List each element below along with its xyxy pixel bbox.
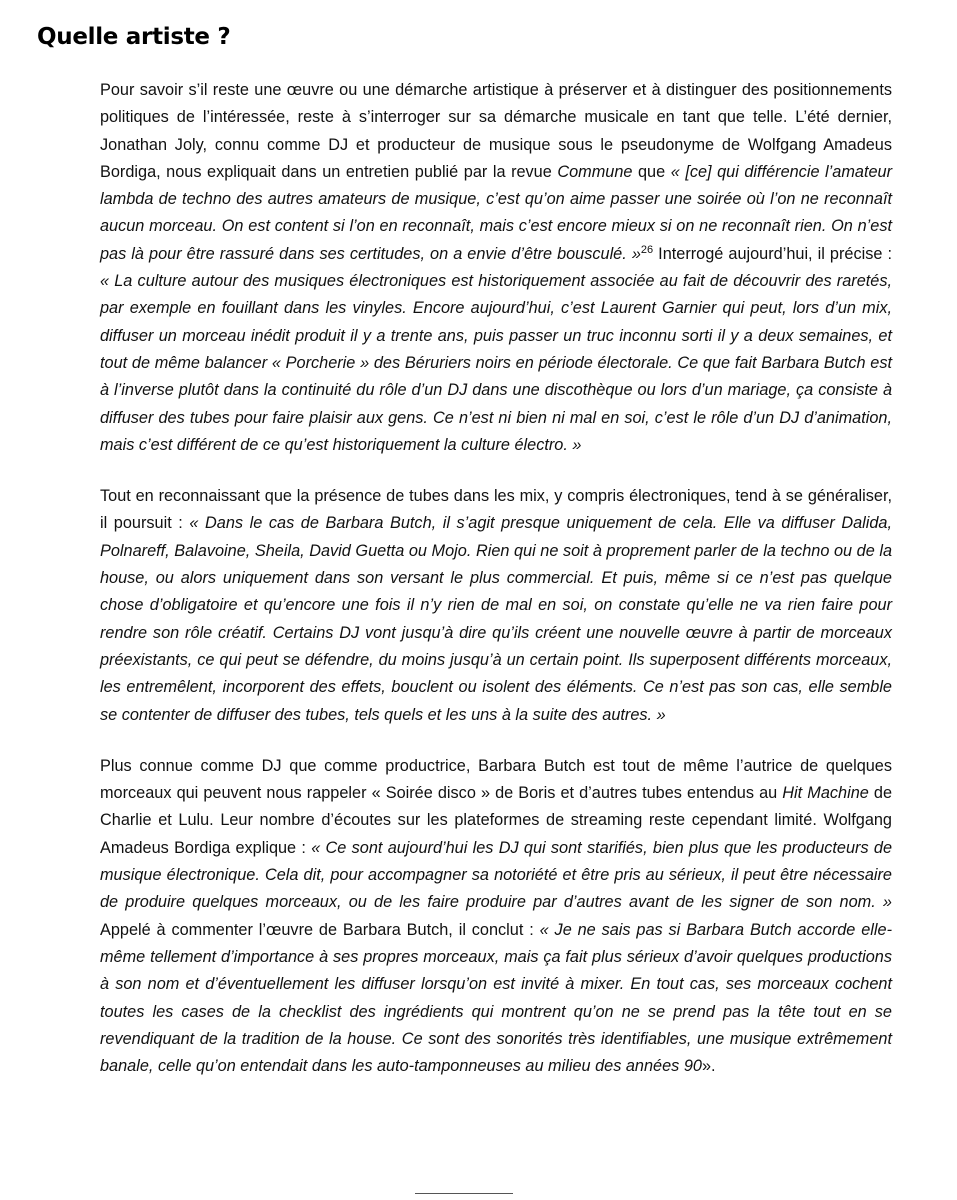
text-run: que bbox=[632, 162, 671, 181]
italic-run: « Je ne sais pas si Barbara Butch accorde elle-même tellement d’importance à ses propres morceaux, mais ça fait plus sérieux d’avoir quelques productions à son nom et d’éventuellement les diffuser lorsqu’on est invité à mixer. En tout cas, ses morceaux cochent toutes les cases de la checklist des ingrédients qui montrent qu’on ne se prend pas la tête tout en se revendiquant de la tradition de la house. Ce sont des sonorités très identifiables, une musique extrêmement banale, celle qu’on entendait dans les auto-tamponneuses au milieu des années 90 bbox=[100, 920, 892, 1076]
italic-run: « Ce sont aujourd’hui les DJ qui sont starifiés, bien plus que les producteurs de musique électronique. Cela dit, pour accompagner sa notoriété et être pris au sérieux, il peut être nécessaire de produire quelques morceaux, ou de les faire produire par d’autres avant de les signer de son nom. » bbox=[100, 838, 892, 912]
footnote-ref: 26 bbox=[640, 243, 654, 256]
text-run: Tout en reconnaissant que la présence de tubes dans les mix, y compris électroniques, tend à se généraliser, il poursuit : bbox=[100, 487, 892, 533]
italic-run: « Dans le cas de Barbara Butch, il s’agit presque uniquement de cela. Elle va diffuser Dalida, Polnareff, Balavoine, Sheila, David Guetta ou Mojo. Rien qui ne soit à proprement parler de la techno ou de la house, ou alors uniquement dans son versant le plus commercial. Et puis, même si ce n’est pas quelque chose d’obligatoire et qu’encore une fois il n’y rien de mal en soi, on constate qu’elle ne va rien faire pour rendre son rôle créatif. Certains DJ vont jusqu’à dire qu’ils créent une nouvelle œuvre à partir de morceaux préexistants, ce qui peut se défendre, du moins jusqu’à un certain point. Ils superposent différents morceaux, les entremêlent, incorporent des effets, bouclent ou isolent des éléments. Ce n’est pas son cas, elle semble se contenter de diffuser des tubes, tels quels et les uns à la suite des autres. » bbox=[100, 514, 892, 724]
italic-run: Commune bbox=[557, 162, 633, 181]
article-body bbox=[100, 77, 892, 1104]
paragraph-1 bbox=[100, 77, 892, 459]
text-run: Interrogé aujourd’hui, il précise : bbox=[653, 244, 892, 263]
italic-run: « La culture autour des musiques électroniques est historiquement associée au fait de découvrir des raretés, par exemple en fouillant dans les vinyles. Encore aujourd’hui, c’est Laurent Garnier qui peut, lors d’un mix, diffuser un morceau inédit produit il y a trente ans, puis passer un truc inconnu sorti il y a deux semaines, et tout de même balancer « Porcherie » des Béruriers noirs en période électorale. Ce que fait Barbara Butch est à l’inverse plutôt dans la continuité du rôle d’un DJ dans une discothèque ou lors d’un mariage, ça consiste à diffuser des tubes pour faire plaisir aux gens. Ce n’est ni bien ni mal en soi, c’est le rôle d’un DJ d’animation, mais c’est différent de ce qu’est historiquement la culture électro. » bbox=[100, 272, 892, 454]
text-run: Pour savoir s’il reste une œuvre ou une démarche artistique à préserver et à distinguer des positionnements politiques de l’intéressée, reste à s’interroger sur sa démarche musicale en tant que telle. L’été dernier, Jonathan Joly, connu comme DJ et producteur de musique sous le pseudonyme de Wolfgang Amadeus Bordiga, nous expliquait dans un entretien publié par la revue bbox=[100, 81, 892, 181]
section-heading: Quelle artiste ? bbox=[37, 24, 231, 50]
text-run: Plus connue comme DJ que comme productrice, Barbara Butch est tout de même l’autrice de quelques morceaux qui peuvent nous rappeler « Soirée disco » de Boris et d’autres tubes entendus au bbox=[100, 756, 892, 803]
paragraph-2 bbox=[100, 483, 892, 729]
text-run: de Charlie et Lulu. Leur nombre d’écoutes sur les plateformes de streaming reste cependant limité. Wolfgang Amadeus Bordiga explique : bbox=[100, 784, 893, 857]
paragraph-3 bbox=[100, 753, 892, 1081]
italic-run: Hit Machine bbox=[782, 784, 869, 803]
italic-run: « [ce] qui différencie l’amateur lambda de techno des autres amateurs de musique, c’est qu’on aime passer une soirée où l’on ne reconnaît aucun morceau. On est content si l’on en reconnaît, mais c’est encore mieux si on ne reconnaît rien. On n’est pas là pour être rassuré dans ses certitudes, on a envie d’être bousculé. » bbox=[100, 162, 892, 263]
text-run: Appelé à commenter l’œuvre de Barbara Butch, il conclut : bbox=[100, 920, 540, 939]
footnote-separator bbox=[415, 1193, 513, 1194]
text-run: ». bbox=[701, 1057, 716, 1076]
